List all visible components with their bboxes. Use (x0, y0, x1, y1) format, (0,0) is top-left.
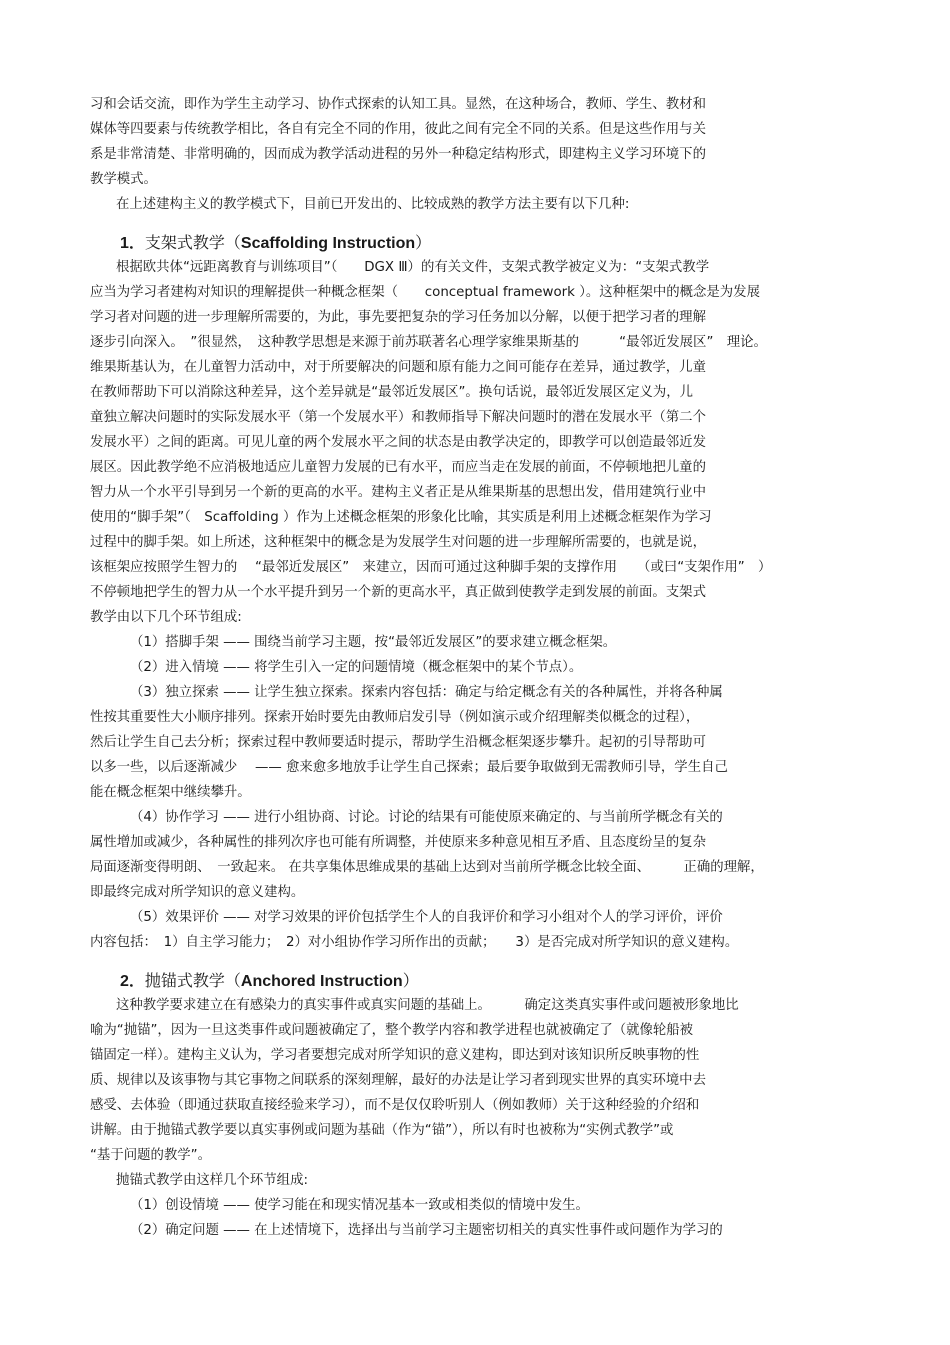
paragraph-line: 使用的“脚手架”（ Scaffolding ）作为上述概念框架的形象化比喻，其实质是利用上述概念框架作为学习 (90, 510, 712, 525)
paragraph-line: 锚固定一样）。建构主义认为，学习者要想完成对所学知识的意义建构，即达到对该知识所反映事物的性 (90, 1048, 700, 1063)
intro-line: 系是非常清楚、非常明确的，因而成为教学活动进程的另外一种稳定结构形式，即建构主义学习环境下的 (90, 147, 706, 162)
section-title-cn: 抛锚式教学（ (144, 971, 241, 990)
intro-line: 在上述建构主义的教学模式下，目前已开发出的、比较成熟的教学方法主要有以下几种: (116, 197, 630, 212)
step-item-continuation: 即最终完成对所学知识的意义建构。 (90, 885, 305, 900)
step-item: （5）效果评价 —— 对学习效果的评价包括学生个人的自我评价和学习小组对个人的学习评价，评价 (130, 910, 723, 925)
paragraph-line: 过程中的脚手架。如上所述，这种框架中的概念是为发展学生对问题的进一步理解所需要的，也就是说， (90, 535, 706, 550)
section-title-close: ） (415, 233, 432, 252)
paragraph-line: 应当为学习者建构对知识的理解提供一种概念框架（ conceptual framework ）。这种框架中的概念是为发展 (90, 285, 760, 300)
step-item: （2）确定问题 —— 在上述情境下，选择出与当前学习主题密切相关的真实性事件或问题作为学习的 (130, 1223, 723, 1238)
paragraph-line: 不停顿地把学生的智力从一个水平提升到另一个新的更高水平，真正做到使教学走到发展的前面。支架式 (90, 585, 706, 600)
paragraph-line: 发展水平）之间的距离。可见儿童的两个发展水平之间的状态是由教学决定的，即教学可以创造最邻近发 (90, 435, 706, 450)
step-item: （2）进入情境 —— 将学生引入一定的问题情境（概念框架中的某个节点）。 (130, 660, 583, 675)
paragraph-line: 讲解。由于抛锚式教学要以真实事例或问题为基础（作为“锚”），所以有时也被称为“实例式教学”或 (90, 1123, 674, 1138)
paragraph-line: 学习者对问题的进一步理解所需要的，为此，事先要把复杂的学习任务加以分解，以便于把学习者的理解 (90, 310, 706, 325)
paragraph-line: 感受、去体验（即通过获取直接经验来学习），而不是仅仅聆听别人（例如教师）关于这种经验的介绍和 (90, 1098, 700, 1113)
step-item-continuation: 属性增加或减少，各种属性的排列次序也可能有所调整，并使原来多种意见相互矛盾、且态度纷呈的复杂 (90, 835, 706, 850)
section-title-en: Scaffolding Instruction (240, 235, 416, 252)
paragraph-line: 展区。因此教学绝不应消极地适应儿童智力发展的已有水平，而应当走在发展的前面，不停顿地把儿童的 (90, 460, 706, 475)
step-item-continuation: 性按其重要性大小顺序排列。探索开始时要先由教师启发引导（例如演示或介绍理解类似概念的过程）， (90, 710, 700, 725)
step-item-continuation: 能在概念框架中继续攀升。 (90, 785, 251, 800)
paragraph-line: 喻为“抛锚”，因为一旦这类事件或问题被确定了，整个教学内容和教学进程也就被确定了（就像轮船被 (90, 1023, 694, 1038)
paragraph-line: 童独立解决问题时的实际发展水平（第一个发展水平）和教师指导下解决问题时的潜在发展水平（第二个 (90, 410, 706, 425)
paragraph-line: 维果斯基认为，在儿童智力活动中，对于所要解决的问题和原有能力之间可能存在差异，通过教学，儿童 (90, 360, 706, 375)
intro-line: 习和会话交流，即作为学生主动学习、协作式探索的认知工具。显然，在这种场合，教师、学生、教材和 (90, 97, 706, 112)
intro-line: 媒体等四要素与传统教学相比，各自有完全不同的作用，彼此之间有完全不同的关系。但是这些作用与关 (90, 122, 706, 137)
step-item: （4）协作学习 —— 进行小组协商、讨论。讨论的结果有可能使原来确定的、与当前所学概念有关的 (130, 810, 723, 825)
paragraph-line: 逐步引向深入。 ”很显然， 这种教学思想是来源于前苏联著名心理学家维果斯基的 “最邻近发展区” 理论。 (90, 335, 767, 350)
intro-line: 教学模式。 (90, 172, 157, 187)
paragraph-line: 根据欧共体“远距离教育与训练项目”（ DGX Ⅲ）的有关文件，支架式教学被定义为：“支架式教学 (116, 260, 710, 275)
step-item: （1）搭脚手架 —— 围绕当前学习主题，按“最邻近发展区”的要求建立概念框架。 (130, 635, 617, 650)
step-item-continuation: 然后让学生自己去分析；探索过程中教师要适时提示，帮助学生沿概念框架逐步攀升。起初的引导帮助可 (90, 735, 706, 750)
step-item: （3）独立探索 —— 让学生独立探索。探索内容包括：确定与给定概念有关的各种属性，并将各种属 (130, 685, 723, 700)
paragraph-line: 在教师帮助下可以消除这种差异，这个差异就是“最邻近发展区”。换句话说，最邻近发展区定义为，儿 (90, 385, 694, 400)
step-item-continuation: 以多一些，以后逐渐减少 —— 愈来愈多地放手让学生自己探索；最后要争取做到无需教师引导，学生自己 (90, 760, 728, 775)
paragraph-line: 抛锚式教学由这样几个环节组成: (116, 1173, 308, 1188)
section-heading-anchored (120, 971, 419, 992)
section-title-cn: 支架式教学（ (144, 233, 241, 252)
paragraph-line: 这种教学要求建立在有感染力的真实事件或真实问题的基础上。 确定这类真实事件或问题被形象地比 (116, 998, 739, 1013)
paragraph-line: 质、规律以及该事物与其它事物之间联系的深刻理解，最好的办法是让学习者到现实世界的真实环境中去 (90, 1073, 706, 1088)
step-item-continuation: 内容包括： 1）自主学习能力； 2）对小组协作学习所作出的贡献； 3）是否完成对所学知识的意义建构。 (90, 935, 739, 950)
paragraph-line: 该框架应按照学生智力的 “最邻近发展区” 来建立，因而可通过这种脚手架的支撑作用 （或曰“支架作用” ） (90, 560, 772, 575)
section-heading-scaffolding (120, 233, 431, 254)
step-item: （1）创设情境 —— 使学习能在和现实情况基本一致或相类似的情境中发生。 (130, 1198, 589, 1213)
paragraph-line: 智力从一个水平引导到另一个新的更高的水平。建构主义者正是从维果斯基的思想出发，借用建筑行业中 (90, 485, 706, 500)
section-title-en: Anchored Instruction (240, 973, 403, 990)
section-number: 1． (120, 235, 145, 252)
section-number: 2． (120, 973, 145, 990)
paragraph-line: 教学由以下几个环节组成: (90, 610, 242, 625)
paragraph-line: “基于问题的教学”。 (90, 1148, 211, 1163)
section-title-close: ） (402, 971, 419, 990)
step-item-continuation: 局面逐渐变得明朗、 一致起来。 在共享集体思维成果的基础上达到对当前所学概念比较全面、 正确的理解， (90, 860, 764, 875)
